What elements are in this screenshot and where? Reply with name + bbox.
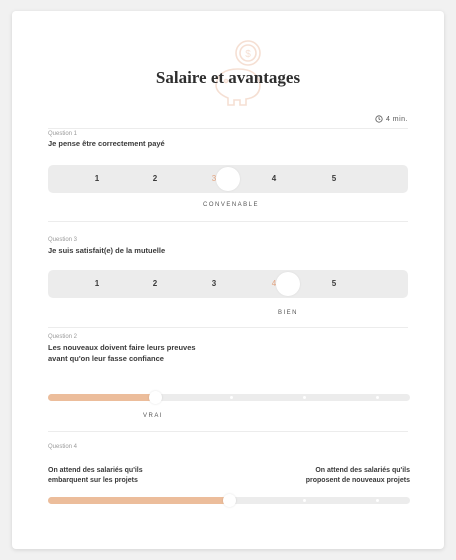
slider-tick [376,499,379,502]
duration-text: 4 min. [385,115,408,123]
question-4-left-label [48,466,143,486]
question-1-scale[interactable] [48,165,408,193]
question-4-right-label [306,466,410,486]
scale-selected-knob[interactable] [276,272,300,296]
question-2-slider[interactable] [48,394,410,401]
scale-option-3[interactable]: 3 [211,279,217,288]
question-4-left-line1: On attend des salariés qu'ils [48,467,143,474]
clock-icon [375,115,383,123]
question-1-label: Question 1 [48,131,78,137]
question-2-text-line1: Les nouveaux doivent faire leurs preuves [48,343,196,352]
slider-tick [230,396,233,399]
scale-option-5[interactable]: 5 [331,174,337,183]
divider [48,221,408,222]
question-4-label: Question 4 [48,444,78,450]
question-2-text-line2: avant qu'on leur fasse confiance [48,354,164,363]
scale-option-4[interactable]: 4 [271,279,277,288]
scale-option-5[interactable]: 5 [331,279,337,288]
slider-handle[interactable] [149,391,162,404]
question-2-label: Question 2 [48,334,78,340]
svg-text:$: $ [245,49,251,60]
slider-fill [48,394,155,401]
slider-tick [303,396,306,399]
divider [48,431,408,432]
divider [48,128,408,129]
page-title: Salaire et avantages [155,68,301,87]
question-4-right-line2: proposent de nouveaux projets [305,477,410,484]
survey-card [12,11,444,549]
question-2-answer-caption: VRAI [143,413,164,419]
question-4-slider[interactable] [48,497,410,504]
scale-option-1[interactable]: 1 [94,174,100,183]
slider-tick [303,499,306,502]
scale-option-2[interactable]: 2 [152,279,158,288]
divider [48,327,408,328]
scale-option-3[interactable]: 3 [211,174,217,183]
scale-option-2[interactable]: 2 [152,174,158,183]
question-1-answer-caption: CONVENABLE [203,202,260,208]
question-3-answer-caption: BIEN [278,310,299,316]
question-3-text: Je suis satisfait(e) de la mutuelle [48,246,166,255]
duration-indicator [375,115,408,123]
question-1-text: Je pense être correctement payé [48,139,165,148]
question-4-right-line1: On attend des salariés qu'ils [315,467,410,474]
slider-tick [376,396,379,399]
scale-option-1[interactable]: 1 [94,279,100,288]
slider-handle[interactable] [223,494,236,507]
question-3-scale[interactable] [48,270,408,298]
slider-fill [48,497,229,504]
scale-selected-knob[interactable] [216,167,240,191]
question-4-left-line2: embarquent sur les projets [48,477,138,484]
question-3-label: Question 3 [48,237,78,243]
scale-option-4[interactable]: 4 [271,174,277,183]
